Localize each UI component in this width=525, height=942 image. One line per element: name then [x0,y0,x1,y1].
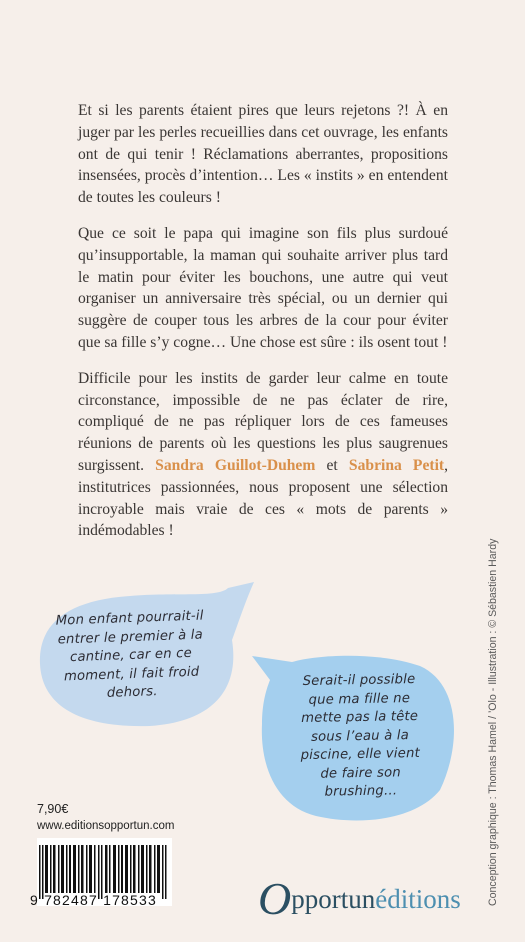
conjunction: et [326,456,338,474]
author-name-1: Sandra Guillot-Duhem [155,456,316,474]
blurb-paragraph-2: Que ce soit le papa qui imagine son fils plus surdoué qu’insupportable, la maman qui souhaite arriver plus tard le matin pour éviter les bouchons, une autre qui veut organiser un anniversaire très spécial, ou un dernier qui suggère de couper tous les arbres de la cour pour éviter que sa fille s’y cogne… Une chose est sûre : ils osent tout ! [78,224,448,351]
barcode-digits: 9 782487 178533 [30,892,157,908]
blurb-paragraph-3-end: , institutrices passionnées, nous proposent une sélection incroyable mais vraie de ces « mots de parents » indémodables ! [78,456,449,540]
right-bubble-text: Serait-il possible que ma fille ne mette pas la tête sous l’eau à la piscine, elle vient de faire son brushing… [300,672,421,800]
blurb-paragraph-3-start: Difficile pour les instits de garder leur calme en toute circonstance, impossible de ne pas éclater de rire, compliqué de ne pas répliquer lors de ces fameuses réunions de parents où les questions les plus saugrenues surgissent. [78,369,448,474]
left-bubble-text: Mon enfant pourrait-il entrer le premier à la cantine, car en ce moment, il fait froid dehors. [55,608,204,701]
logo-part-2: éditions [375,884,461,914]
publisher-website: www.editionsopportun.com [37,820,175,832]
blurb-paragraph-1: Et si les parents étaient pires que leurs rejetons ?! À en juger par les perles recueillies dans cet ouvrage, les enfants ont de qui tenir ! Réclamations aberrantes, propositions insensées, procès d’intention… Les « instits » en entendent de toutes les couleurs ! [78,102,448,207]
logo-initial: O [258,873,292,924]
logo-part-1: pportun [291,884,376,914]
design-credit: Conception graphique : Thomas Hamel / ’Olo - Illustration : © Sébastien Hardy [487,538,499,906]
publisher-logo [258,872,461,924]
author-name-2: Sabrina Petit [348,456,445,474]
price-label: 7,90€ [37,802,69,816]
